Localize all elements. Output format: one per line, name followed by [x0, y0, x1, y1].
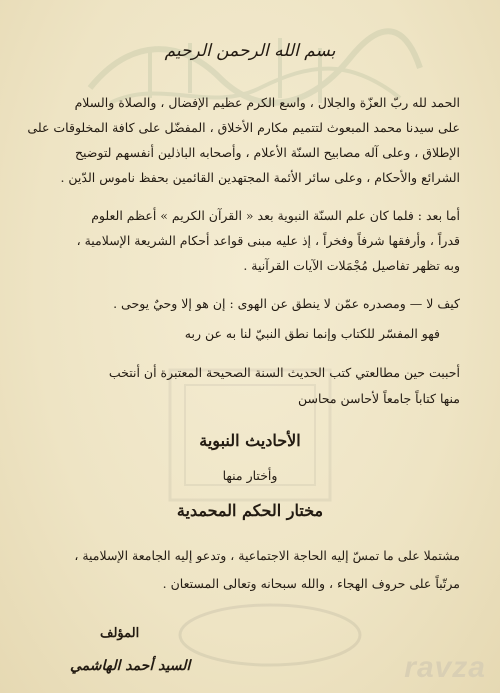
paragraph-line: على سيدنا محمد المبعوث لتتميم مكارم الأخلاق ، المفضّل على كافة المخلوقات على [27, 120, 460, 135]
basmala: بسم الله الرحمن الرحيم [164, 41, 336, 61]
paragraph-line: الحمد لله ربّ العزّة والجلال ، واسع الكرم عظيم الإفضال ، والصلاة والسلام [74, 95, 460, 110]
poem-line: فهو المفسّر للكتاب وإنما نطق النبيّ لنا به عن ربه [184, 326, 440, 341]
paragraph-line: مرتّباً على حروف الهجاء ، والله سبحانه وتعالى المستعان . [162, 576, 460, 591]
paragraph-line: الشرائع والأحكام ، وعلى سائر الأئمة المجتهدين القائمين بحفظ ناموس الدّين . [60, 170, 460, 185]
paragraph-line: قدراً ، وأرفقها شرفاً وفخراً ، إذ عليه مبنى قواعد أحكام الشريعة الإسلامية ، [76, 233, 460, 248]
paragraph-line: وبه تظهر تفاصيل مُجْمَلات الآيات القرآنية . [243, 258, 460, 273]
verse-line: كيف لا — ومصدره عمّن لا ينطق عن الهوى : إن هو إلا وحيٌ يوحى . [113, 296, 460, 311]
author-signature: السيد أحمد الهاشمي [70, 658, 191, 674]
paragraph-line: أحببت حين مطالعتي كتب الحديث السنة الصحيحة المعتبرة أن أنتخب [108, 365, 460, 380]
book-title-hadith: الأحاديث النبوية [199, 431, 301, 450]
watermark-stamp [170, 600, 370, 670]
author-label: المؤلف [100, 626, 140, 641]
connector-text: وأختار منها [222, 468, 278, 483]
paragraph-line: الإطلاق ، وعلى آله مصابيح السنّة الأعلام ، وأصحابه الباذلين أنفسهم لتوضيح [74, 145, 460, 160]
brand-watermark: ravza [404, 651, 486, 684]
paragraph-line: أما بعد : فلما كان علم السنّة النبوية بعد « القرآن الكريم » أعظم العلوم [91, 208, 460, 223]
paragraph-line: منها كتاباً جامعاً لأحاسن محاسن [297, 391, 460, 406]
paragraph-line: مشتملا على ما تمسّ إليه الحاجة الاجتماعية ، وتدعو إليه الجامعة الإسلامية ، [74, 548, 460, 563]
book-title-mukhtar: مختار الحكم المحمدية [176, 501, 324, 520]
